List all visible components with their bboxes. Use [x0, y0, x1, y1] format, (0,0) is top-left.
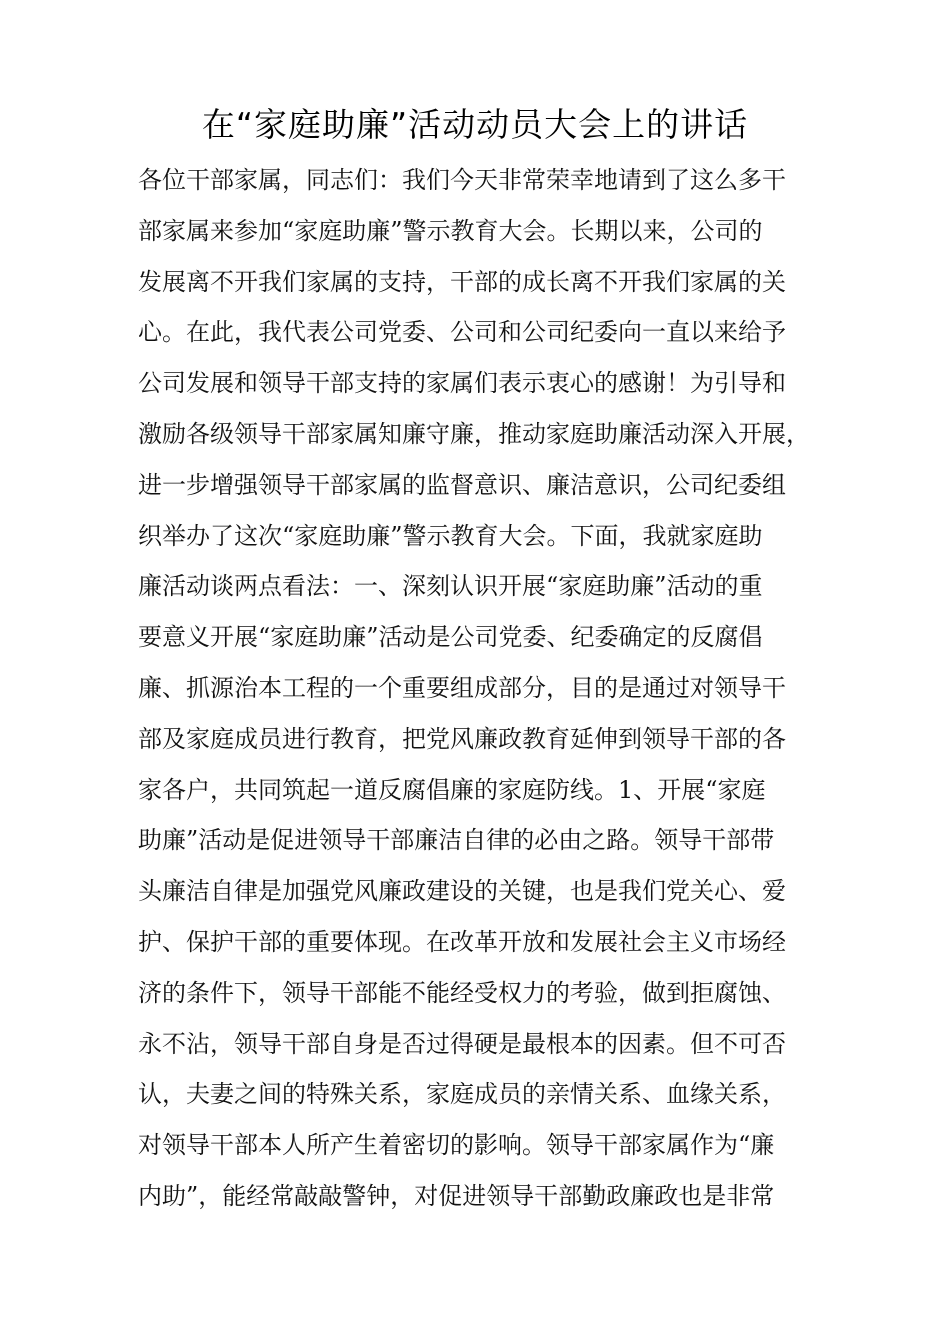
- body-line: 认，夫妻之间的特殊关系，家庭成员的亲情关系、血缘关系，: [138, 1080, 786, 1109]
- body-line: 永不沾，领导干部自身是否过得硬是最根本的因素。但不可否: [138, 1029, 786, 1058]
- body-line: 廉、抓源治本工程的一个重要组成部分，目的是通过对领导干: [138, 673, 786, 702]
- body-line: 济的条件下，领导干部能不能经受权力的考验，做到拒腐蚀、: [138, 978, 786, 1007]
- body-line: 家各户，共同筑起一道反腐倡廉的家庭防线。1、开展“家庭: [138, 775, 766, 804]
- body-line: 头廉洁自律是加强党风廉政建设的关键，也是我们党关心、爱: [138, 877, 786, 906]
- body-line: 助廉”活动是促进领导干部廉洁自律的必由之路。领导干部带: [138, 826, 775, 855]
- document-body: [138, 155, 838, 1222]
- body-line: 心。在此，我代表公司党委、公司和公司纪委向一直以来给予: [138, 318, 786, 347]
- body-line: 各位干部家属，同志们：我们今天非常荣幸地请到了这么多干: [138, 166, 786, 194]
- body-line: 公司发展和领导干部支持的家属们表示衷心的感谢！为引导和: [138, 369, 786, 398]
- body-line: 激励各级领导干部家属知廉守廉，推动家庭助廉活动深入开展，: [138, 419, 810, 448]
- body-line: 部家属来参加“家庭助廉”警示教育大会。长期以来，公司的: [138, 216, 763, 245]
- body-line: 进一步增强领导干部家属的监督意识、廉洁意识，公司纪委组: [138, 470, 786, 499]
- body-line: 发展离不开我们家属的支持，干部的成长离不开我们家属的关: [138, 267, 786, 296]
- body-line: 织举办了这次“家庭助廉”警示教育大会。下面，我就家庭助: [138, 521, 763, 550]
- body-line: 内助”，能经常敲敲警钟，对促进领导干部勤政廉政也是非常: [138, 1181, 775, 1210]
- body-line: 要意义开展“家庭助廉”活动是公司党委、纪委确定的反腐倡: [138, 623, 763, 652]
- body-line: 对领导干部本人所产生着密切的影响。领导干部家属作为“廉: [138, 1131, 775, 1160]
- body-line: 护、保护干部的重要体现。在改革开放和发展社会主义市场经: [138, 927, 786, 956]
- document-title: 在“家庭助廉”活动动员大会上的讲话: [201, 105, 749, 144]
- body-line: 廉活动谈两点看法：一、深刻认识开展“家庭助廉”活动的重: [138, 572, 763, 601]
- body-line: 部及家庭成员进行教育，把党风廉政教育延伸到领导干部的各: [138, 724, 786, 753]
